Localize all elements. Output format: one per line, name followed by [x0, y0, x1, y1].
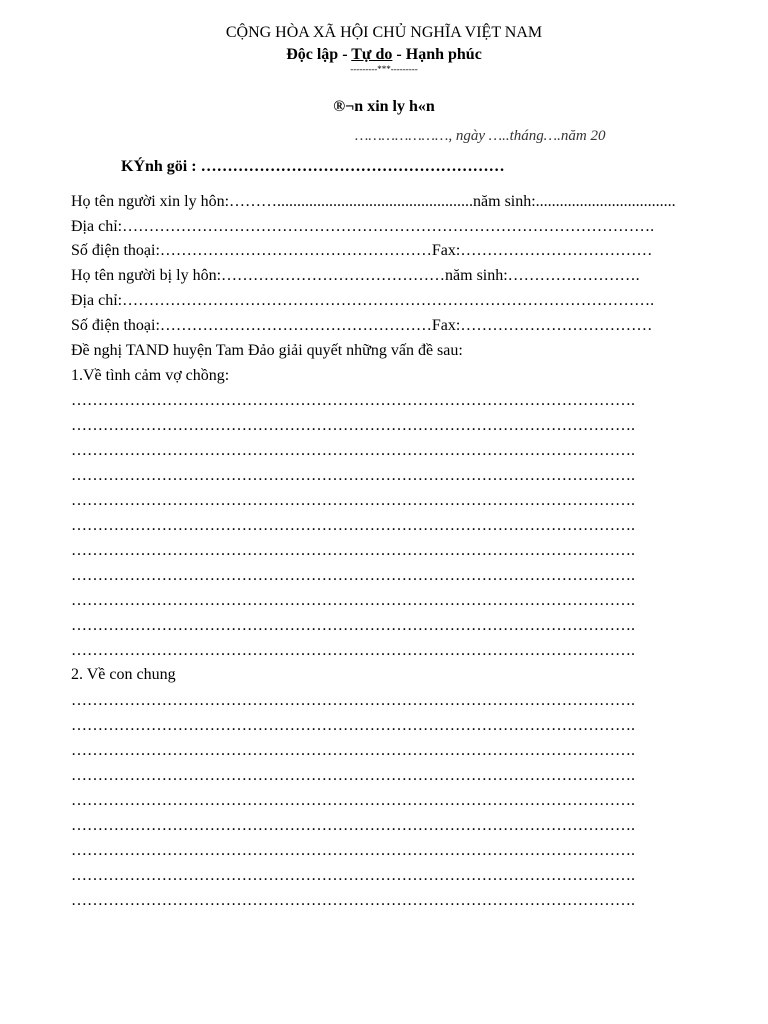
section1-line: ……………………………………………………………………………………………. [71, 517, 635, 534]
motto-happiness: Hạnh phúc [405, 46, 482, 63]
field-applicant-address: Địa chỉ:………………………………………………………………………………………. [71, 218, 655, 235]
section1-line: ……………………………………………………………………………………………. [71, 442, 635, 459]
document-title: ®¬n xin ly h«n [333, 98, 435, 115]
motto-freedom: Tự do [351, 46, 393, 63]
section2-line: ……………………………………………………………………………………………. [71, 692, 635, 709]
motto-separator: - [392, 46, 406, 63]
greeting: KÝnh göi : ………………………………………………… [121, 158, 505, 175]
section2-line: ……………………………………………………………………………………………. [71, 717, 635, 734]
section2-line: ……………………………………………………………………………………………. [71, 892, 635, 909]
section2-line: ……………………………………………………………………………………………. [71, 792, 635, 809]
section1-line: ……………………………………………………………………………………………. [71, 417, 635, 434]
field-respondent-phone: Số điện thoại:……………………………………………Fax:……………………………… [71, 317, 653, 334]
section1-line: ……………………………………………………………………………………………. [71, 592, 635, 609]
field-respondent-address: Địa chỉ:………………………………………………………………………………………. [71, 292, 655, 309]
section1-line: ……………………………………………………………………………………………. [71, 467, 635, 484]
header-divider: ---------***--------- [350, 64, 418, 74]
section2-line: ……………………………………………………………………………………………. [71, 817, 635, 834]
motto [0, 47, 768, 63]
section1-line: ……………………………………………………………………………………………. [71, 392, 635, 409]
section2-line: ……………………………………………………………………………………………. [71, 742, 635, 759]
motto-independence: Độc lập [286, 46, 339, 63]
section1-line: ……………………………………………………………………………………………. [71, 542, 635, 559]
field-applicant-name: Họ tên người xin ly hôn:……….................................................năm sinh:................................... [71, 193, 676, 210]
section2-heading: 2. Về con chung [71, 666, 176, 683]
section1-line: ……………………………………………………………………………………………. [71, 642, 635, 659]
section2-line: ……………………………………………………………………………………………. [71, 767, 635, 784]
section1-line: ……………………………………………………………………………………………. [71, 617, 635, 634]
section1-line: ……………………………………………………………………………………………. [71, 492, 635, 509]
section1-heading: 1.Về tình cảm vợ chồng: [71, 367, 230, 384]
field-respondent-name: Họ tên người bị ly hôn:……………………………………năm sinh:……………………. [71, 267, 640, 284]
request-text: Đề nghị TAND huyện Tam Đảo giải quyết những vấn đề sau: [71, 342, 463, 359]
national-title: CỘNG HÒA XÃ HỘI CHỦ NGHĨA VIỆT NAM [225, 24, 543, 41]
section2-line: ……………………………………………………………………………………………. [71, 867, 635, 884]
field-applicant-phone: Số điện thoại:……………………………………………Fax:……………………………… [71, 242, 653, 259]
motto-separator: - [338, 46, 352, 63]
date-line: …………………, ngày …..tháng….năm 20 [355, 128, 606, 144]
section1-line: ……………………………………………………………………………………………. [71, 567, 635, 584]
section2-line: ……………………………………………………………………………………………. [71, 842, 635, 859]
